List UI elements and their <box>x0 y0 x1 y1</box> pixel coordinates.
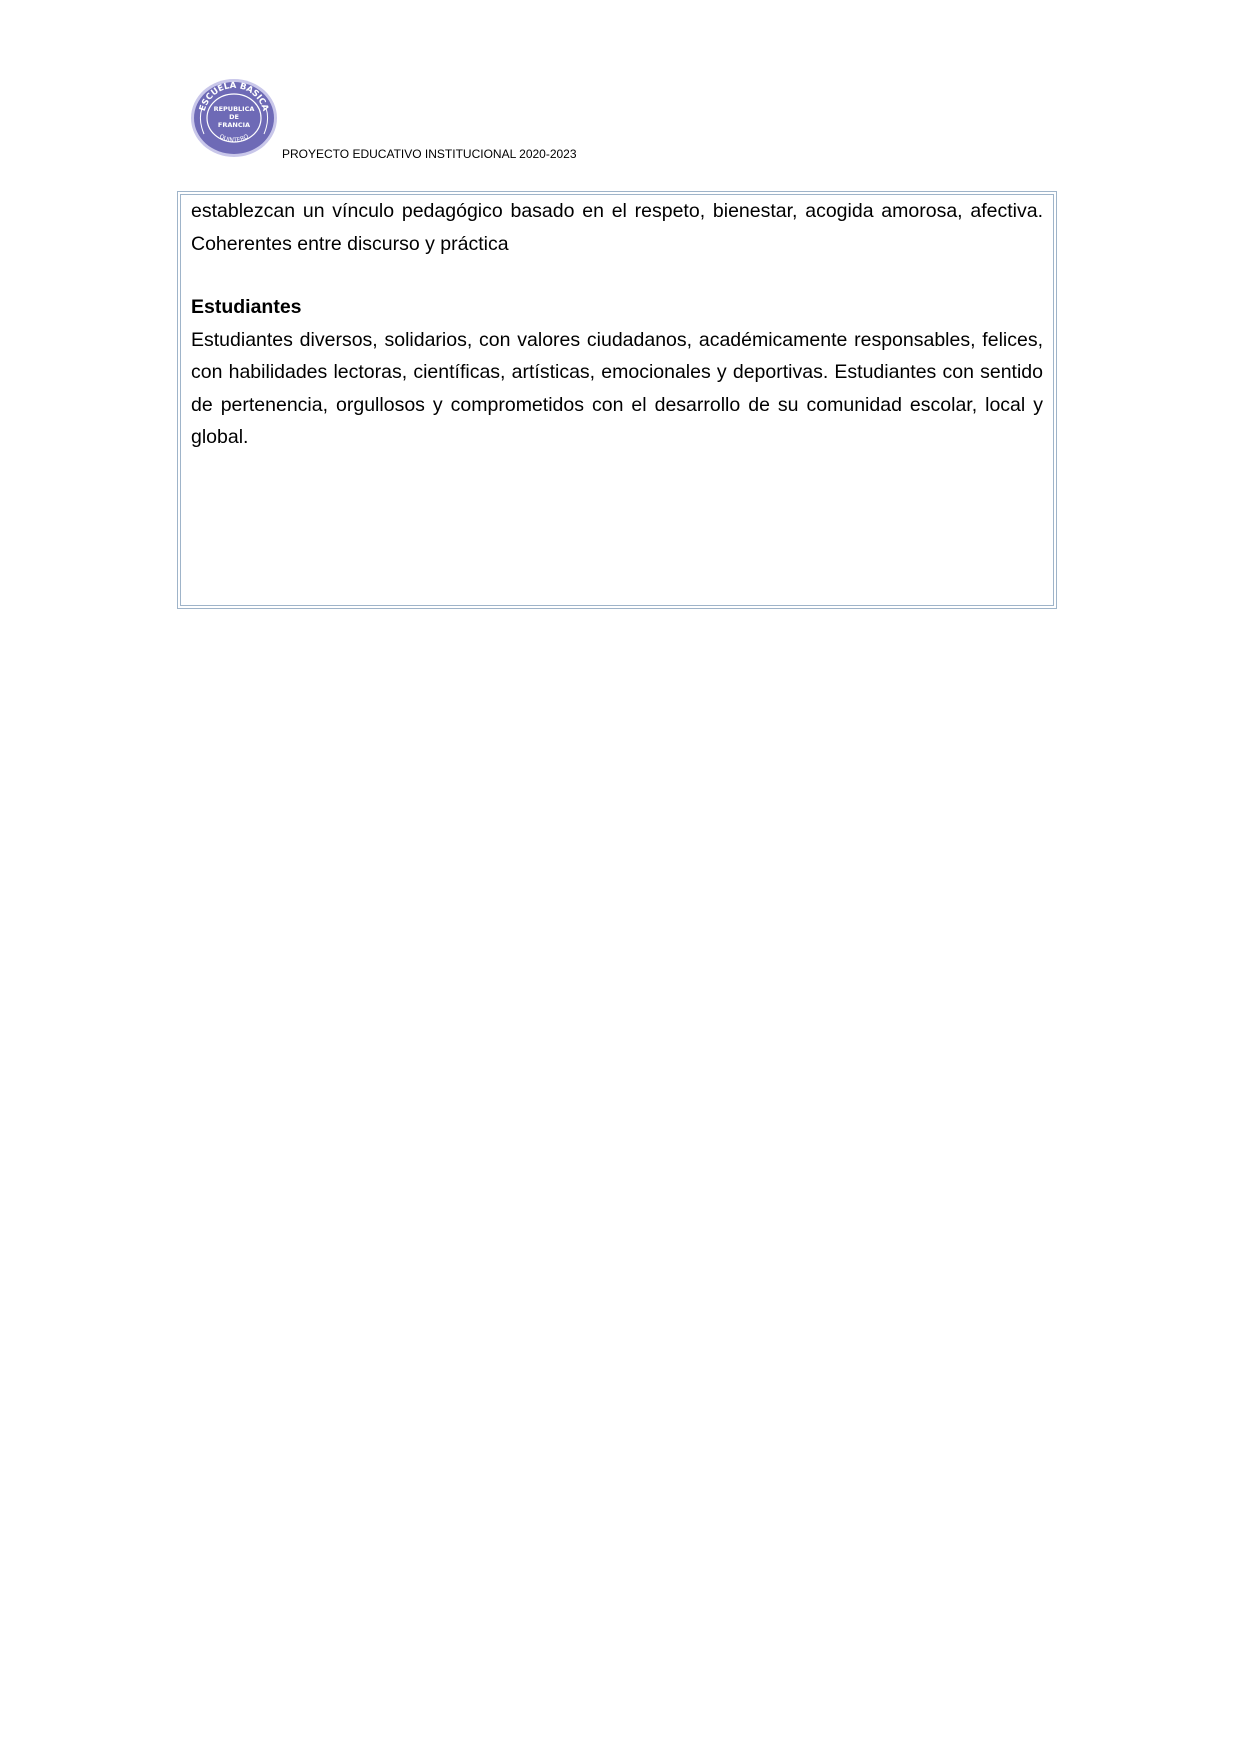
logo-middle-line1: REPUBLICA <box>213 105 255 113</box>
logo-middle-line3: FRANCIA <box>217 121 251 129</box>
document-title: PROYECTO EDUCATIVO INSTITUCIONAL 2020-2023 <box>282 147 577 161</box>
section-heading: Estudiantes <box>191 296 302 318</box>
paragraph-spacer <box>191 260 1043 291</box>
continued-paragraph: establezcan un vínculo pedagógico basado en el respeto, bienestar, acogida amorosa, afectiva. Coherentes entre discurso y práctica <box>191 200 1043 255</box>
school-logo <box>190 78 278 158</box>
logo-middle-line2: DE <box>229 113 239 121</box>
page-header <box>0 0 1241 170</box>
section-paragraph: Estudiantes diversos, solidarios, con valores ciudadanos, académicamente responsables, felices, con habilidades lectoras, científicas, artísticas, emocionales y deportivas. Estudiantes con sentido de pertenencia, orgullosos y comprometidos con el desarrollo de su comunidad escolar, local y global. <box>191 328 1043 448</box>
content-box <box>177 191 1057 609</box>
content-text <box>191 195 1043 454</box>
logo-bottom-text: QUINTERO <box>217 133 251 145</box>
logo-top-text: ESCUELA BASICA <box>197 80 271 113</box>
